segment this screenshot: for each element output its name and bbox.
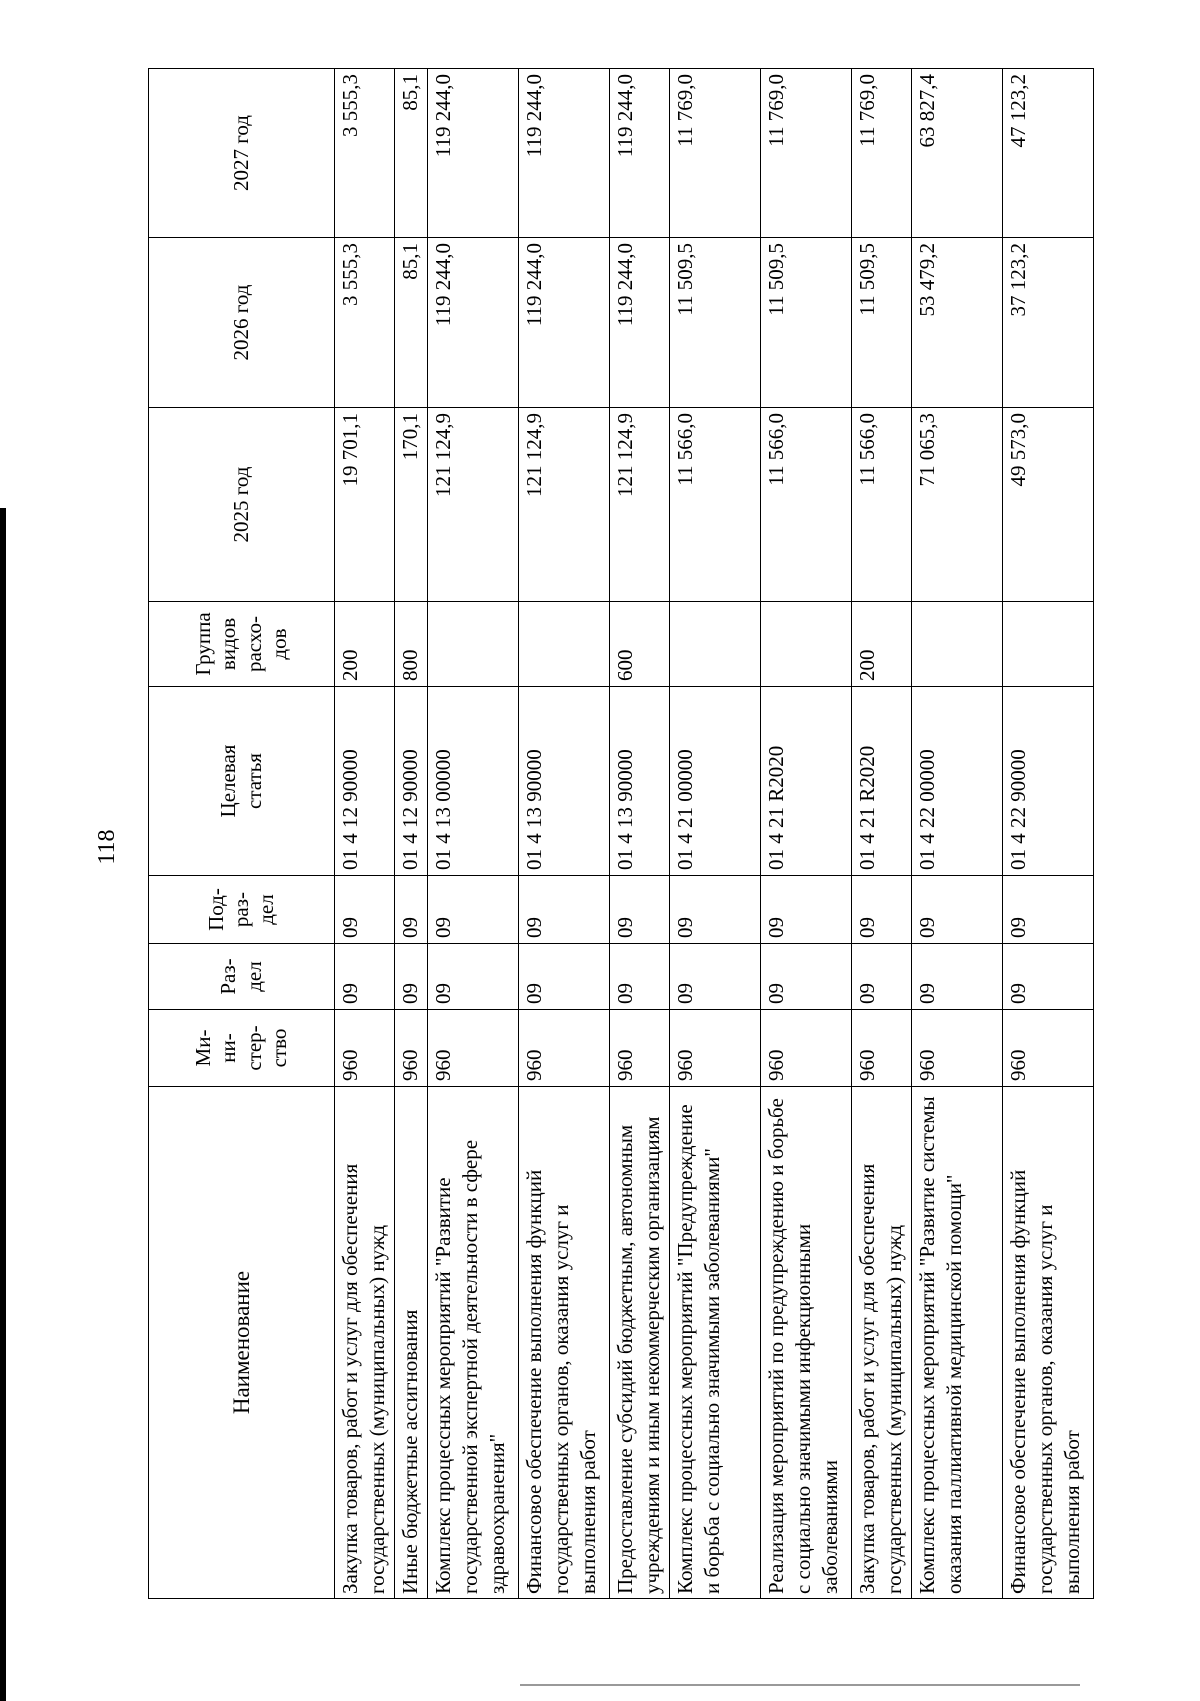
- cell-ministry: 960: [610, 1010, 670, 1087]
- cell-ministry: 960: [761, 1010, 852, 1087]
- cell-subsection: 09: [761, 876, 852, 944]
- cell-section: 09: [395, 944, 428, 1010]
- header-ministry: Ми- ни- стер- ство: [149, 1010, 335, 1087]
- cell-2026: 37 123,2: [1003, 238, 1094, 408]
- cell-2025: 121 124,9: [428, 408, 519, 602]
- cell-2027: 119 244,0: [519, 69, 610, 238]
- cell-subsection: 09: [912, 876, 1003, 944]
- cell-section: 09: [610, 944, 670, 1010]
- cell-section: 09: [912, 944, 1003, 1010]
- cell-ministry: 960: [428, 1010, 519, 1087]
- cell-2027: 11 769,0: [852, 69, 912, 238]
- cell-expense-group: 200: [852, 602, 912, 687]
- table-rotator: [148, 69, 1084, 1599]
- cell-subsection: 09: [395, 876, 428, 944]
- cell-name: Комплекс процессных мероприятий "Развитие государственной экспертной деятельности в сфере здравоохранения": [428, 1087, 519, 1599]
- table-row: [428, 69, 519, 1599]
- cell-expense-group: 800: [395, 602, 428, 687]
- cell-2025: 11 566,0: [761, 408, 852, 602]
- rotated-table-frame: [148, 69, 1084, 1599]
- cell-name: Реализация мероприятий по предупреждению и борьбе с социально значимыми инфекционными заболеваниями: [761, 1087, 852, 1599]
- cell-expense-group: 600: [610, 602, 670, 687]
- table-row: [1003, 69, 1094, 1599]
- cell-2027: 3 555,3: [335, 69, 395, 238]
- table-row: [395, 69, 428, 1599]
- cell-2027: 119 244,0: [610, 69, 670, 238]
- cell-section: 09: [670, 944, 761, 1010]
- cell-target-item: 01 4 12 90000: [335, 687, 395, 876]
- cell-expense-group: [519, 602, 610, 687]
- header-subsection: Под- раз- дел: [149, 876, 335, 944]
- cell-section: 09: [428, 944, 519, 1010]
- table-row: [912, 69, 1003, 1599]
- cell-expense-group: [670, 602, 761, 687]
- cell-2025: 71 065,3: [912, 408, 1003, 602]
- cell-2025: 11 566,0: [852, 408, 912, 602]
- header-section: Раз- дел: [149, 944, 335, 1010]
- header-2026: 2026 год: [149, 238, 335, 408]
- cell-2025: 11 566,0: [670, 408, 761, 602]
- cell-2025: 170,1: [395, 408, 428, 602]
- header-target-item: Целевая статья: [149, 687, 335, 876]
- cell-ministry: 960: [912, 1010, 1003, 1087]
- cell-2025: 121 124,9: [610, 408, 670, 602]
- header-expense-group: Группа видов расхо- дов: [149, 602, 335, 687]
- cell-section: 09: [761, 944, 852, 1010]
- cell-2025: 121 124,9: [519, 408, 610, 602]
- cell-2026: 11 509,5: [670, 238, 761, 408]
- cell-target-item: 01 4 13 00000: [428, 687, 519, 876]
- cell-2027: 85,1: [395, 69, 428, 238]
- scan-bottom-rule: [520, 1684, 1080, 1686]
- header-name: Наименование: [149, 1087, 335, 1599]
- cell-2026: 119 244,0: [428, 238, 519, 408]
- cell-2025: 49 573,0: [1003, 408, 1094, 602]
- cell-expense-group: [761, 602, 852, 687]
- cell-name: Комплекс процессных мероприятий "Развитие системы оказания паллиативной медицинской помощи": [912, 1087, 1003, 1599]
- cell-ministry: 960: [335, 1010, 395, 1087]
- table-row: [670, 69, 761, 1599]
- header-2027: 2027 год: [149, 69, 335, 238]
- cell-target-item: 01 4 13 90000: [610, 687, 670, 876]
- page-number: 118: [94, 829, 120, 865]
- cell-section: 09: [335, 944, 395, 1010]
- scan-edge-bar: [0, 508, 6, 1701]
- cell-ministry: 960: [395, 1010, 428, 1087]
- budget-table: [148, 68, 1094, 1599]
- table-header-row: [149, 69, 335, 1599]
- cell-section: 09: [519, 944, 610, 1010]
- cell-target-item: 01 4 21 R2020: [761, 687, 852, 876]
- cell-name: Закупка товаров, работ и услуг для обеспечения государственных (муниципальных) нужд: [852, 1087, 912, 1599]
- cell-2025: 19 701,1: [335, 408, 395, 602]
- cell-name: Комплекс процессных мероприятий "Предупреждение и борьба с социально значимыми заболеваниями": [670, 1087, 761, 1599]
- cell-2027: 63 827,4: [912, 69, 1003, 238]
- cell-expense-group: [428, 602, 519, 687]
- cell-2027: 47 123,2: [1003, 69, 1094, 238]
- cell-target-item: 01 4 21 00000: [670, 687, 761, 876]
- header-2025: 2025 год: [149, 408, 335, 602]
- cell-2026: 11 509,5: [761, 238, 852, 408]
- table-row: [852, 69, 912, 1599]
- cell-2027: 11 769,0: [761, 69, 852, 238]
- cell-2027: 119 244,0: [428, 69, 519, 238]
- table-row: [519, 69, 610, 1599]
- cell-expense-group: [1003, 602, 1094, 687]
- cell-2026: 11 509,5: [852, 238, 912, 408]
- cell-target-item: 01 4 13 90000: [519, 687, 610, 876]
- cell-name: Финансовое обеспечение выполнения функций государственных органов, оказания услуг и выполнения работ: [519, 1087, 610, 1599]
- cell-target-item: 01 4 21 R2020: [852, 687, 912, 876]
- cell-subsection: 09: [519, 876, 610, 944]
- cell-name: Закупка товаров, работ и услуг для обеспечения государственных (муниципальных) нужд: [335, 1087, 395, 1599]
- cell-ministry: 960: [1003, 1010, 1094, 1087]
- cell-name: Предоставление субсидий бюджетным, автономным учреждениям и иным некоммерческим организациям: [610, 1087, 670, 1599]
- cell-expense-group: [912, 602, 1003, 687]
- cell-subsection: 09: [670, 876, 761, 944]
- table-row: [610, 69, 670, 1599]
- cell-ministry: 960: [670, 1010, 761, 1087]
- cell-subsection: 09: [1003, 876, 1094, 944]
- cell-name: Иные бюджетные ассигнования: [395, 1087, 428, 1599]
- cell-2026: 53 479,2: [912, 238, 1003, 408]
- cell-2026: 119 244,0: [519, 238, 610, 408]
- cell-target-item: 01 4 22 00000: [912, 687, 1003, 876]
- cell-subsection: 09: [610, 876, 670, 944]
- cell-ministry: 960: [519, 1010, 610, 1087]
- cell-subsection: 09: [335, 876, 395, 944]
- table-row: [335, 69, 395, 1599]
- cell-expense-group: 200: [335, 602, 395, 687]
- cell-ministry: 960: [852, 1010, 912, 1087]
- cell-2026: 3 555,3: [335, 238, 395, 408]
- cell-2027: 11 769,0: [670, 69, 761, 238]
- cell-2026: 119 244,0: [610, 238, 670, 408]
- cell-section: 09: [852, 944, 912, 1010]
- cell-name: Финансовое обеспечение выполнения функций государственных органов, оказания услуг и выполнения работ: [1003, 1087, 1094, 1599]
- cell-2026: 85,1: [395, 238, 428, 408]
- cell-target-item: 01 4 12 90000: [395, 687, 428, 876]
- cell-subsection: 09: [852, 876, 912, 944]
- cell-target-item: 01 4 22 90000: [1003, 687, 1094, 876]
- cell-subsection: 09: [428, 876, 519, 944]
- cell-section: 09: [1003, 944, 1094, 1010]
- table-row: [761, 69, 852, 1599]
